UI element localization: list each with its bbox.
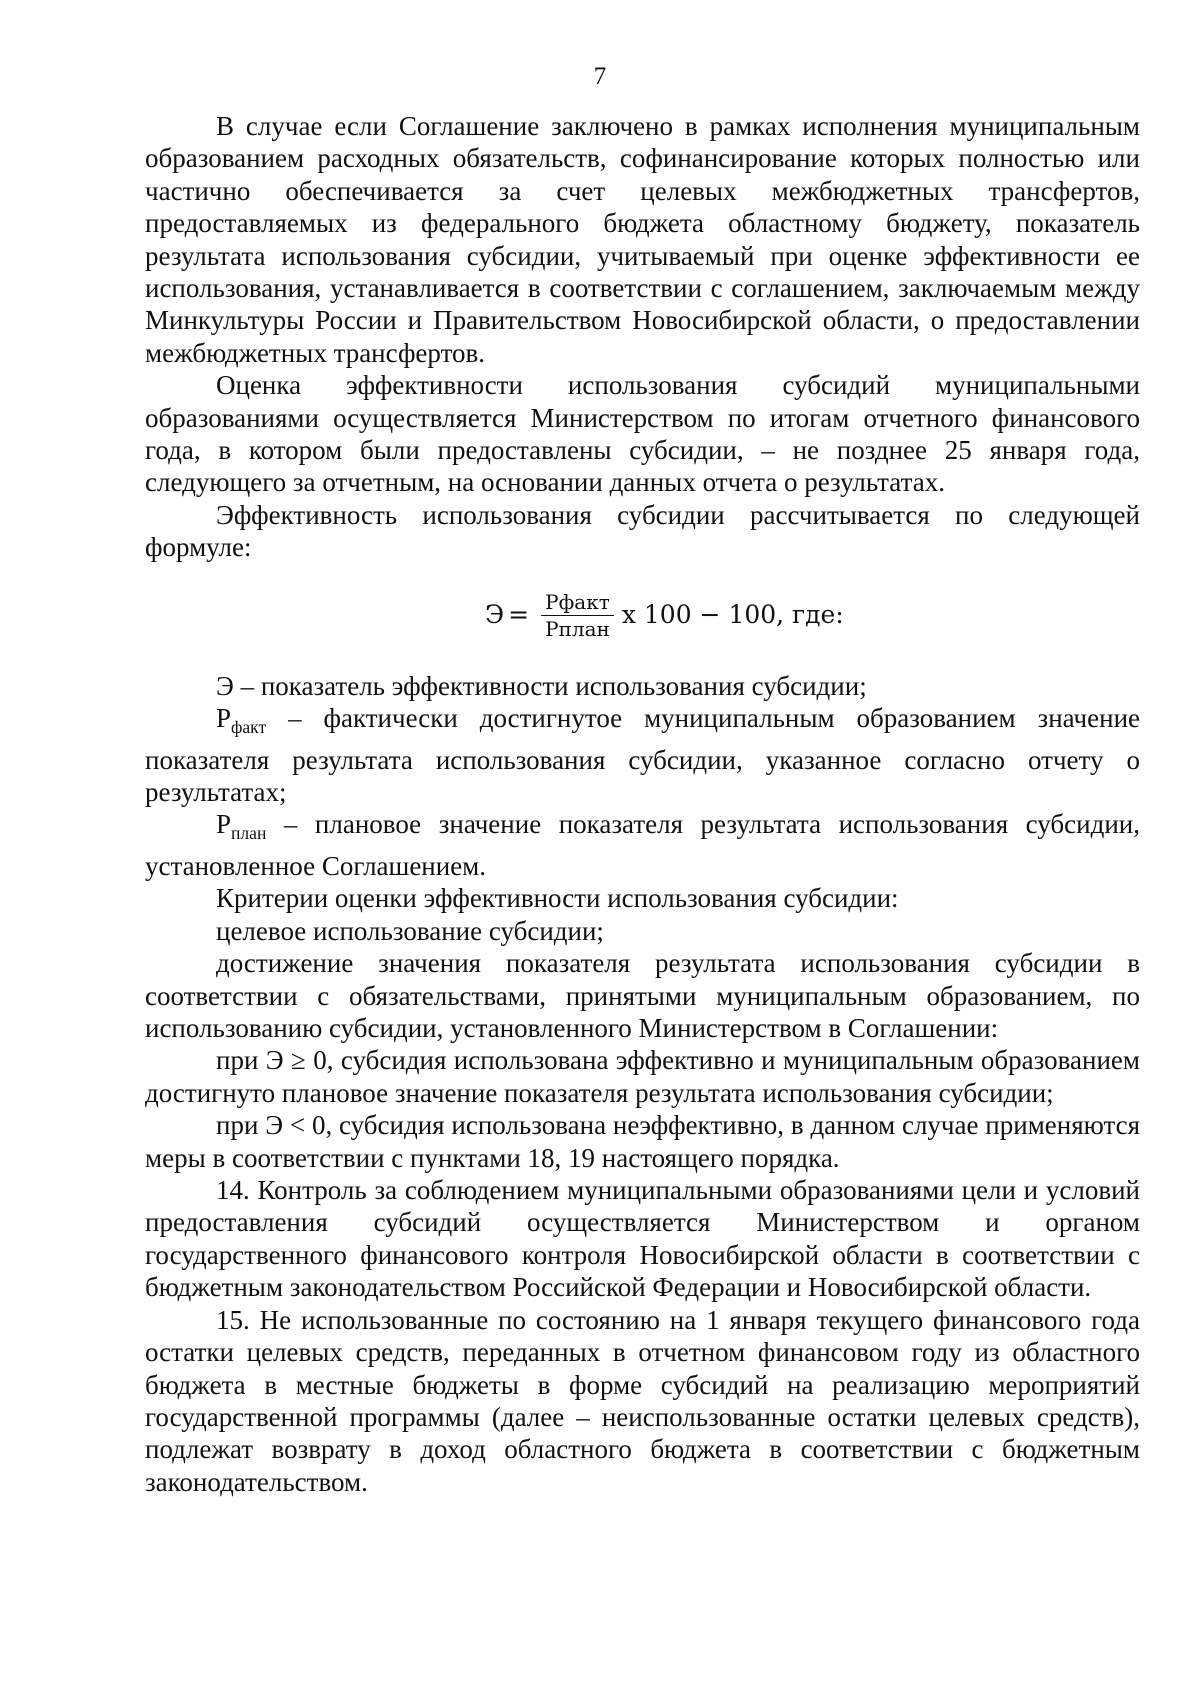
definition-e: Э – показатель эффективности использования субсидии; — [216, 670, 867, 701]
definition-pplan — [145, 808, 1140, 882]
efficiency-formula — [145, 576, 1140, 656]
formula-lhs: Э — [485, 600, 505, 630]
paragraph-cofinancing: В случае если Соглашение заключено в рамках исполнения муниципальным образованием расходных обязательств, софинансирование которых полностью или частично обеспечивается за счет целевых межбюджетных трансфертов, предоставляемых из федерального бюджета областному бюджету, показатель результата использования субсидии, учитываемый при оценке эффективности ее использования, устанавливается в соответствии с соглашением, заключаемым между Минкультуры России и Правительством Новосибирской области, о предоставлении межбюджетных трансфертов. — [145, 111, 1140, 368]
pfact-text: – фактически достигнутое муниципальным образованием значение показателя результата использования субсидии, указанное согласно отчету о результатах; — [145, 703, 1140, 808]
paragraph-ineffective-case: при Э < 0, субсидия использована неэффективно, в данном случае применяются меры в соответствии с пунктами 18, 19 настоящего порядка. — [145, 1110, 1140, 1173]
formula-equals: = — [508, 600, 530, 630]
paragraph-criterion-target-use: целевое использование субсидии; — [216, 915, 604, 946]
pplan-symbol: P — [216, 809, 232, 840]
formula-numerator: Pфакт — [541, 589, 614, 616]
pplan-subscript: план — [231, 823, 267, 844]
paragraph-effective-case: при Э ≥ 0, субсидия использована эффективно и муниципальным образованием достигнуто плановое значение показателя результата использования субсидии; — [145, 1045, 1140, 1108]
pfact-symbol: P — [216, 703, 232, 734]
paragraph-item-15: 15. Не использованные по состоянию на 1 января текущего финансового года остатки целевых средств, переданных в отчетном финансовом году из областного бюджета в местные бюджеты в форме субсидий на реализацию мероприятий государственной программы (далее – неиспользованные остатки целевых средств), подлежат возврату в доход областного бюджета в соответствии с бюджетным законодательством. — [145, 1304, 1140, 1497]
paragraph-item-14: 14. Контроль за соблюдением муниципальными образованиями цели и условий предоставления субсидий осуществляется Министерством и органом государственного финансового контроля Новосибирской области в соответствии с бюджетным законодательством Российской Федерации и Новосибирской области. — [145, 1175, 1140, 1303]
formula-denominator: Pплан — [545, 617, 610, 642]
document-body — [145, 110, 1140, 1498]
paragraph-criterion-achievement: достижение значения показателя результата использования субсидии в соответствии с обязательствами, принятыми муниципальным образованием, по использованию субсидии, установленного Министерством в Соглашении: — [145, 948, 1140, 1044]
definition-pfact — [145, 702, 1140, 808]
paragraph-evaluation: Оценка эффективности использования субсидий муниципальными образованиями осуществляется Министерством по итогам отчетного финансового года, в котором были предоставлены субсидии, – не позднее 25 января года, следующего за отчетным, на основании данных отчета о результатах. — [145, 370, 1140, 498]
formula-fraction — [541, 589, 614, 642]
page-number: 7 — [593, 63, 607, 90]
formula-rest: x 100 − 100, где: — [621, 600, 844, 630]
pfact-subscript: факт — [231, 717, 267, 738]
pplan-text: – плановое значение показателя результата использования субсидии, установленное Соглашением. — [145, 809, 1140, 881]
paragraph-criteria: Критерии оценки эффективности использования субсидии: — [216, 883, 899, 914]
paragraph-formula-intro: Эффективность использования субсидии рассчитывается по следующей формуле: — [145, 499, 1140, 563]
